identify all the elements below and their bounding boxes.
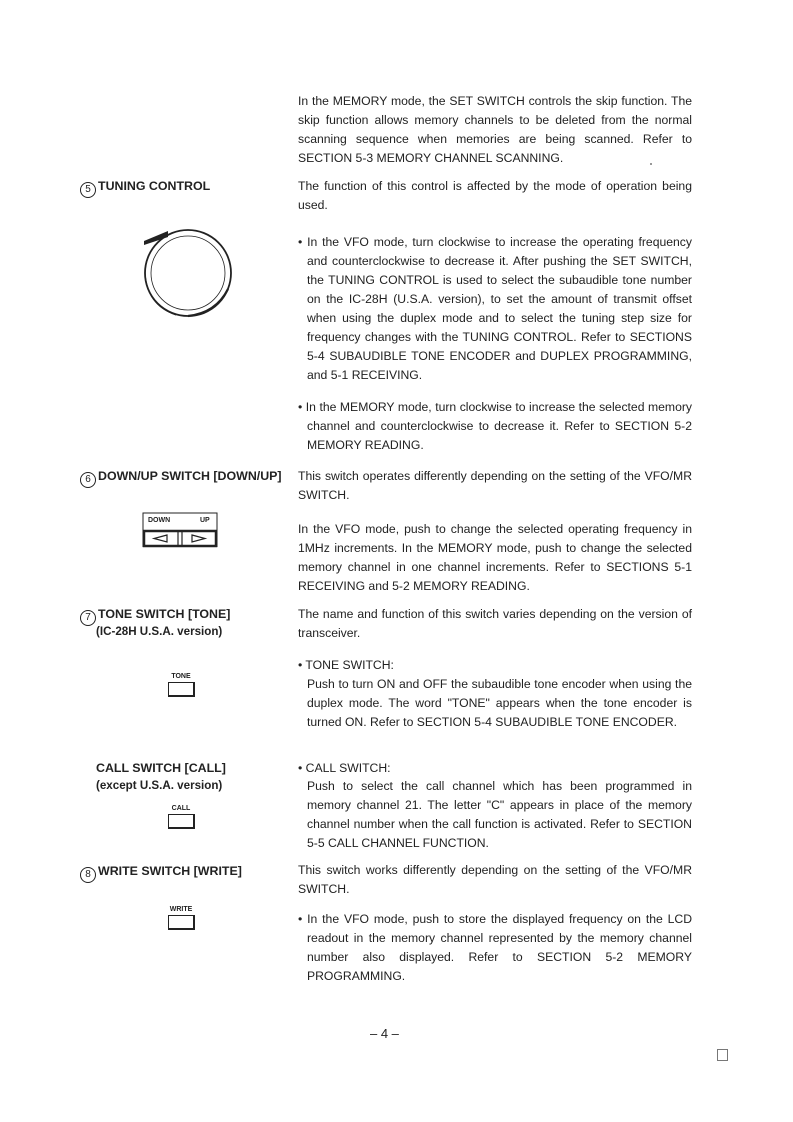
call-button[interactable] xyxy=(164,804,198,829)
call-bullet-text: Push to select the call channel which has been programmed in memory channel 21. The letter "C" appears in place of the memory channel number when the call function is activated. Refer to SECTION 5-5 CALL CHANNEL FUNCTION. xyxy=(307,779,692,850)
tuning-description: The function of this control is affected by the mode of operation being used. xyxy=(298,179,692,212)
write-button-label: WRITE xyxy=(169,906,193,913)
intro-paragraph: In the MEMORY mode, the SET SWITCH controls the skip function. The skip function allows memory channels to be deleted from the normal scanning sequence when memories are being scanned. Refer to SECTION 5-3 MEMORY CHANNEL SCANNING. xyxy=(298,94,692,165)
tuning-bullet-memory: • In the MEMORY mode, turn clockwise to increase the selected memory channel and counterclockwise to decrease it. Refer to SECTION 5-2 MEMORY READING. xyxy=(298,400,692,452)
tone-button[interactable] xyxy=(164,672,198,697)
down-label: DOWN xyxy=(148,517,171,524)
tone-button-icon xyxy=(168,682,195,697)
tuning-heading-text: TUNING CONTROL xyxy=(98,179,211,193)
write-description: This switch works differently depending on the setting of the VFO/MR SWITCH. xyxy=(298,863,692,896)
corner-mark xyxy=(717,1049,728,1061)
item-number-6: 6 xyxy=(80,472,96,488)
tone-subheading: (IC-28H U.S.A. version) xyxy=(96,625,223,638)
call-heading: CALL SWITCH [CALL] xyxy=(96,761,226,775)
scan-speck xyxy=(650,163,652,165)
write-button[interactable] xyxy=(164,905,198,930)
write-button-icon xyxy=(168,915,195,930)
write-heading xyxy=(80,862,242,883)
up-label: UP xyxy=(200,517,210,524)
tone-bullet-title: • TONE SWITCH: xyxy=(298,658,394,672)
item-number-7: 7 xyxy=(80,610,96,626)
downup-description: This switch operates differently depending on the setting of the VFO/MR SWITCH. xyxy=(298,469,692,502)
tone-button-label: TONE xyxy=(171,673,191,680)
downup-paragraph: In the VFO mode, push to change the selected operating frequency in 1MHz increments. In the MEMORY mode, push to change the selected memory channel in one channel increments. Refer to SECTIONS 5-1 RECEIVING and 5-2 MEMORY READING. xyxy=(298,522,692,593)
downup-heading xyxy=(80,467,282,488)
tone-description: The name and function of this switch varies depending on the version of transceiver. xyxy=(298,607,692,640)
call-subheading: (except U.S.A. version) xyxy=(96,779,223,792)
tone-heading-text: TONE SWITCH [TONE] xyxy=(98,607,231,621)
page-number: – 4 – xyxy=(370,1026,399,1041)
write-bullet-vfo: • In the VFO mode, push to store the displayed frequency on the LCD readout in the memory channel represented by the memory channel number also displayed. Refer to SECTION 5-2 MEMORY PROGRAMMING. xyxy=(298,912,692,983)
tuning-bullet-vfo: • In the VFO mode, turn clockwise to increase the operating frequency and counterclockwise to decrease it. After pushing the SET SWITCH, the TUNING CONTROL is used to select the subaudible tone number on the IC-28H (U.S.A. version), to set the amount of transmit offset when using the duplex mode and to select the tuning step size for frequency changes with the TUNING CONTROL. Refer to SECTIONS 5-4 SUBAUDIBLE TONE ENCODER and DUPLEX PROGRAMMING, and 5-1 RECEIVING. xyxy=(298,235,692,382)
downup-heading-text: DOWN/UP SWITCH [DOWN/UP] xyxy=(98,469,282,483)
item-number-8: 8 xyxy=(80,867,96,883)
write-heading-text: WRITE SWITCH [WRITE] xyxy=(98,864,242,878)
tuning-knob-icon xyxy=(142,227,234,319)
call-button-label: CALL xyxy=(171,805,191,812)
down-up-switch[interactable] xyxy=(142,512,218,548)
call-bullet-title: • CALL SWITCH: xyxy=(298,761,391,775)
item-number-5: 5 xyxy=(80,182,96,198)
call-button-icon xyxy=(168,814,195,829)
tone-bullet-text: Push to turn ON and OFF the subaudible tone encoder when using the duplex mode. The word "TONE" appears when the tone encoder is turned ON. Refer to SECTION 5-4 SUBAUDIBLE TONE ENCODER. xyxy=(307,677,692,729)
tuning-heading xyxy=(80,177,210,198)
